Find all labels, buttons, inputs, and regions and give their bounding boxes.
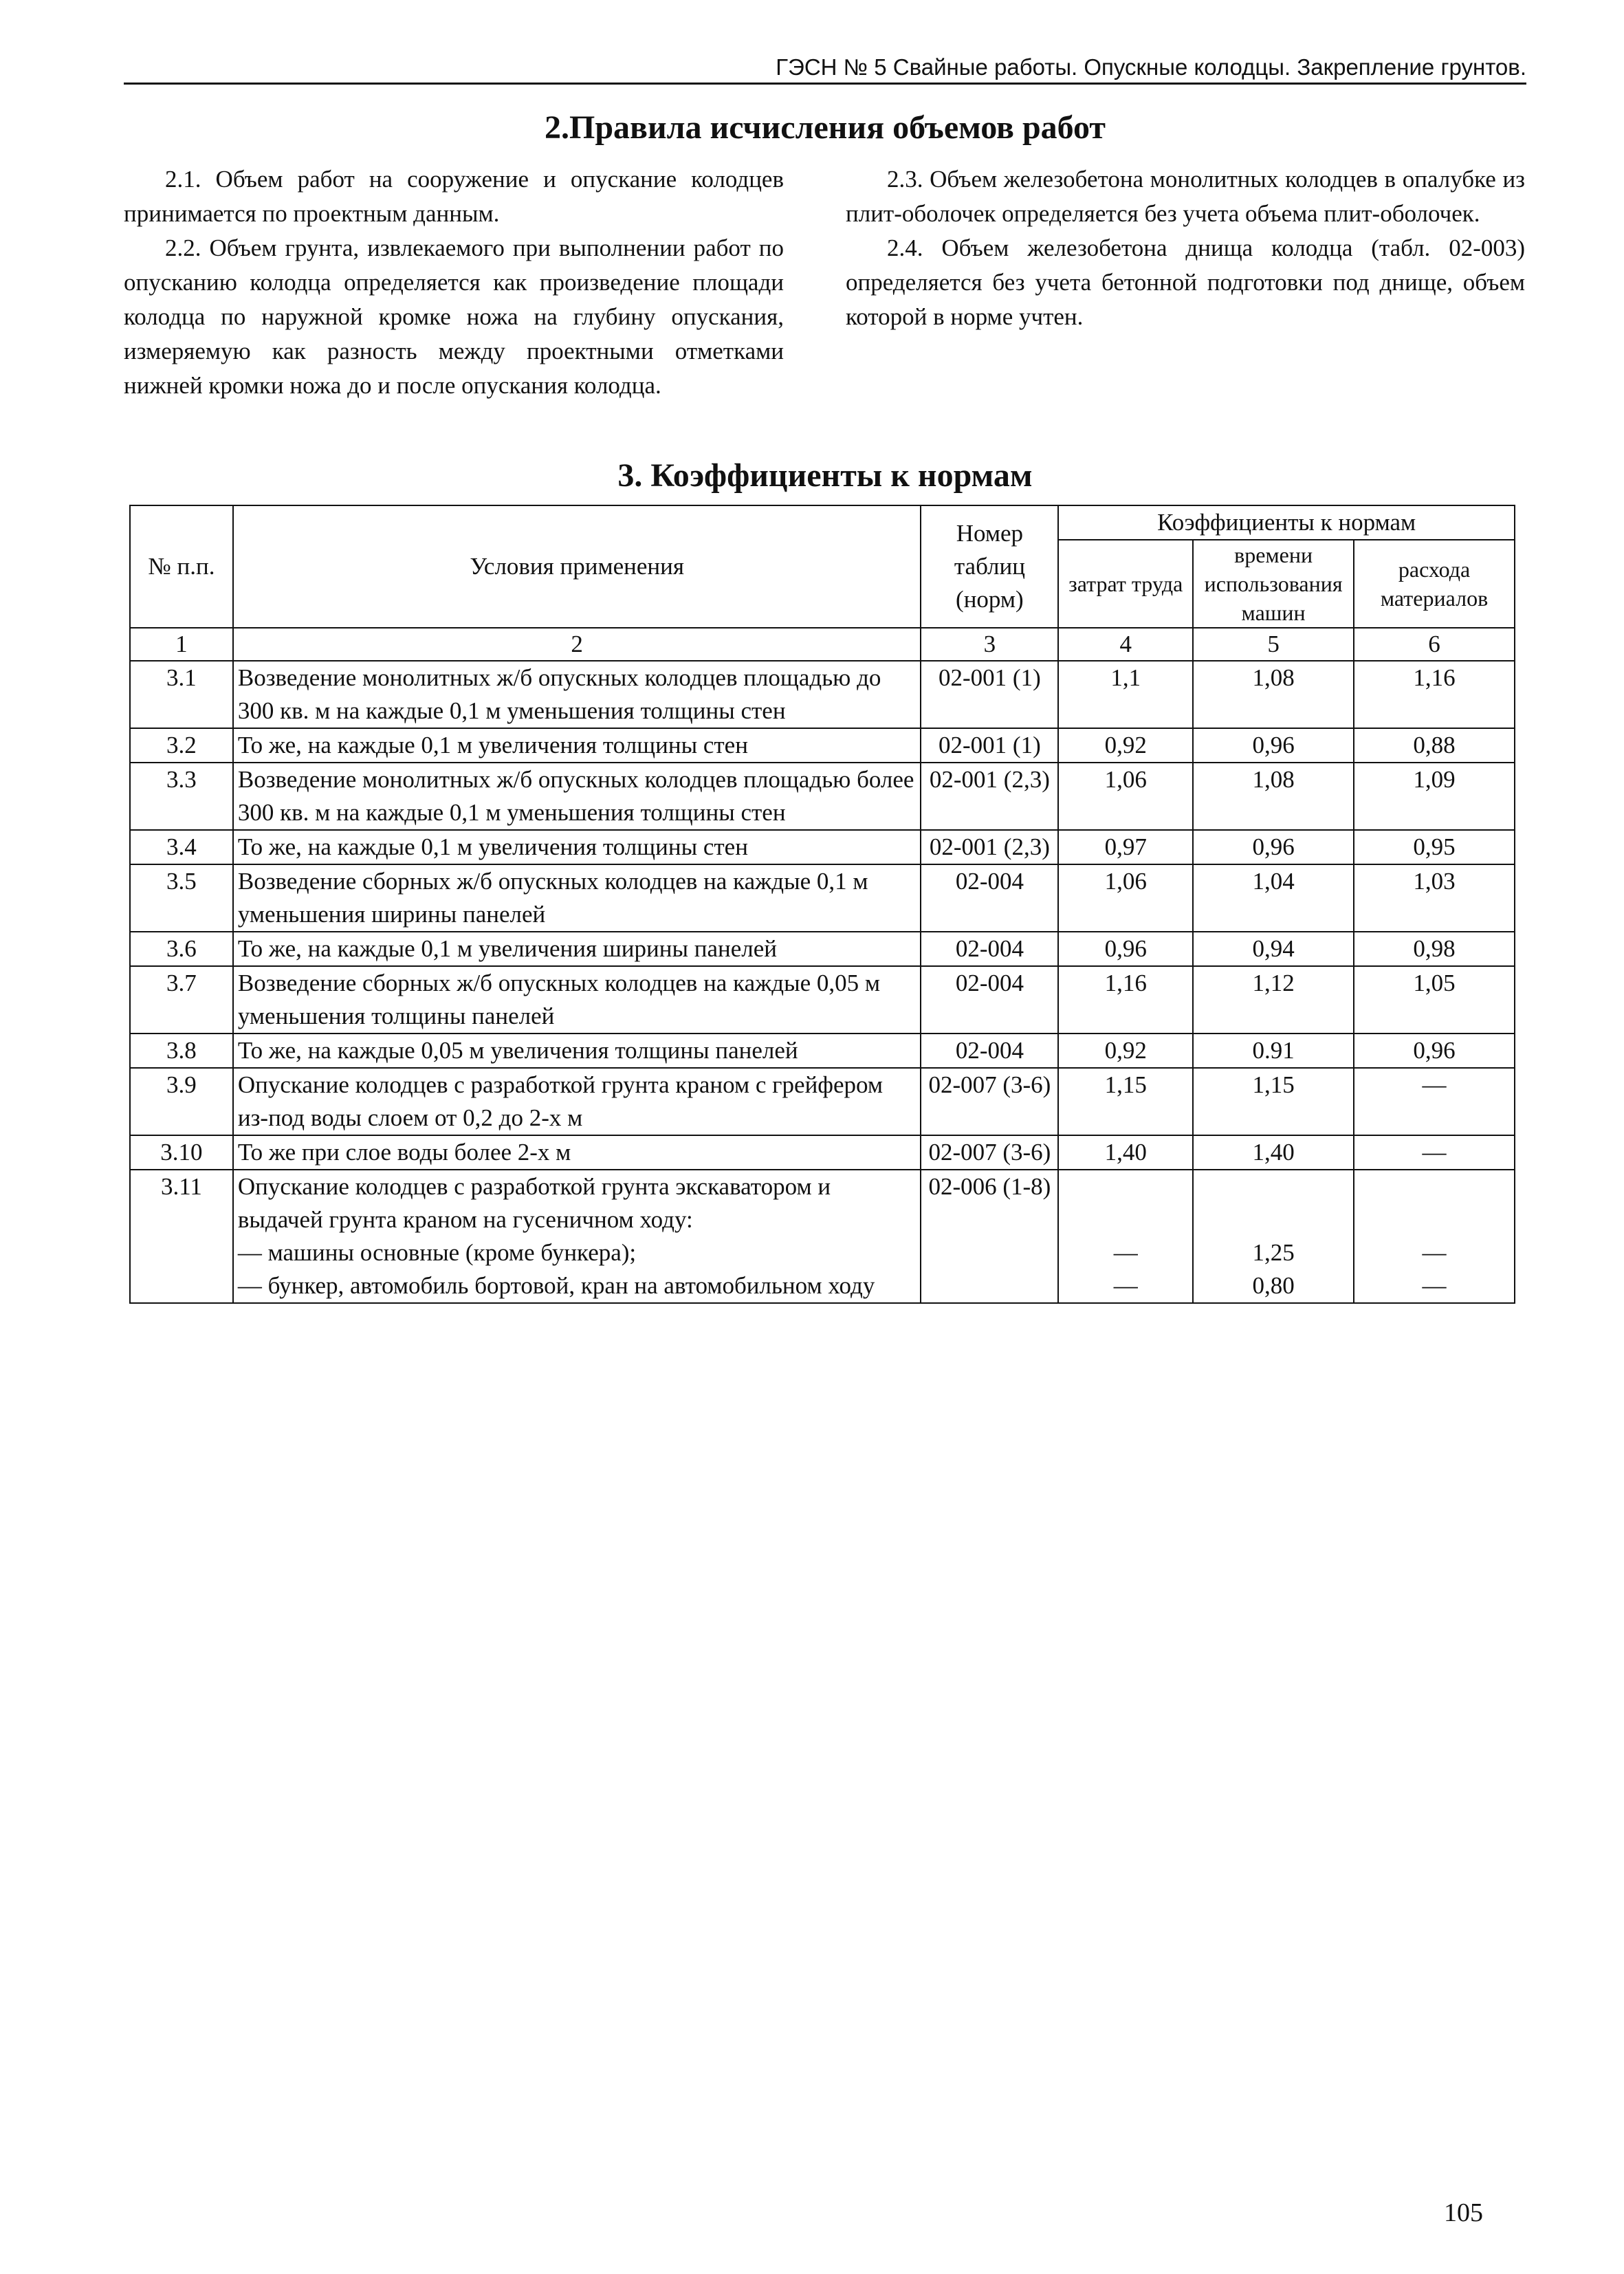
- row-num: 3.7: [130, 966, 233, 1034]
- row-conditions: Возведение сборных ж/б опускных колодцев на каждые 0,1 м уменьшения ширины панелей: [233, 864, 921, 932]
- paragraph-2-4: 2.4. Объем железобетона днища колодца (табл. 02-003) определяется без учета бетонной подготовки под днище, объем которой в норме учтен.: [846, 234, 1525, 330]
- row-num: 3.9: [130, 1068, 233, 1135]
- row-machines: 1,04: [1193, 864, 1354, 932]
- row-materials: 1,09: [1354, 763, 1515, 830]
- header-labor: затрат труда: [1058, 540, 1193, 628]
- table-row: [130, 1034, 1515, 1068]
- row-num: 3.3: [130, 763, 233, 830]
- row-ref: 02-004: [921, 932, 1058, 966]
- row-num: 3.10: [130, 1135, 233, 1170]
- row-conditions: Возведение монолитных ж/б опускных колодцев площадью более 300 кв. м на каждые 0,1 м уменьшения толщины стен: [233, 763, 921, 830]
- row-machines: 1,08: [1193, 763, 1354, 830]
- row-machines: 1,12: [1193, 966, 1354, 1034]
- row-labor: 1,06: [1058, 763, 1193, 830]
- header-coefficients: Коэффициенты к нормам: [1058, 505, 1515, 540]
- row-materials: [1354, 1170, 1515, 1303]
- row-conditions: То же, на каждые 0,1 м увеличения толщины стен: [233, 830, 921, 864]
- row-labor-value: —: [1113, 1239, 1138, 1266]
- table-row: [130, 1135, 1515, 1170]
- row-num: 3.8: [130, 1034, 233, 1068]
- row-labor: 1,40: [1058, 1135, 1193, 1170]
- row-materials: 1,05: [1354, 966, 1515, 1034]
- row-ref: 02-004: [921, 966, 1058, 1034]
- row-materials-value: —: [1422, 1239, 1447, 1266]
- header-machines: времени использования машин: [1193, 540, 1354, 628]
- row-machines: [1193, 1170, 1354, 1303]
- table-row-3-11: [130, 1170, 1515, 1303]
- header-table-ref: Номер таблиц (норм): [921, 505, 1058, 628]
- section-2-title: 2.Правила исчисления объемов работ: [545, 109, 1106, 146]
- row-machines: 1,08: [1193, 661, 1354, 728]
- running-header: ГЭСН № 5 Свайные работы. Опускные колодцы. Закрепление грунтов.: [124, 52, 1526, 85]
- row-num: 3.4: [130, 830, 233, 864]
- column-number: 5: [1193, 628, 1354, 661]
- row-materials: 0,98: [1354, 932, 1515, 966]
- row-machines-value: 1,25: [1252, 1239, 1295, 1266]
- row-num: 3.2: [130, 728, 233, 763]
- row-num: 3.6: [130, 932, 233, 966]
- row-machines: 0,94: [1193, 932, 1354, 966]
- row-materials: —: [1354, 1135, 1515, 1170]
- column-number: 6: [1354, 628, 1515, 661]
- row-labor-value: —: [1113, 1272, 1138, 1299]
- row-labor: [1058, 1170, 1193, 1303]
- row-conditions: То же при слое воды более 2-х м: [233, 1135, 921, 1170]
- row-conditions-line: Опускание колодцев с разработкой грунта экскаватором и выдачей грунта краном на гусеничном ходу:: [237, 1173, 831, 1233]
- row-conditions: [233, 1170, 921, 1303]
- column-number: 2: [233, 628, 921, 661]
- row-num: 3.5: [130, 864, 233, 932]
- row-materials-value: —: [1422, 1272, 1447, 1299]
- section-2-left-column: [124, 162, 784, 403]
- row-machines: 1,15: [1193, 1068, 1354, 1135]
- row-machines: 0,96: [1193, 830, 1354, 864]
- row-labor: 0,92: [1058, 1034, 1193, 1068]
- row-ref: 02-007 (3-6): [921, 1135, 1058, 1170]
- row-machines: 0.91: [1193, 1034, 1354, 1068]
- row-labor: 1,16: [1058, 966, 1193, 1034]
- row-labor: 0,96: [1058, 932, 1193, 966]
- paragraph-2-2: 2.2. Объем грунта, извлекаемого при выполнении работ по опусканию колодца определяется как произведение площади колодца по наружной кромке ножа на глубину опускания, измеряемую как разность между проектными отметками нижней кромки ножа до и после опускания колодца.: [124, 234, 784, 399]
- row-labor: 1,1: [1058, 661, 1193, 728]
- paragraph-2-3: 2.3. Объем железобетона монолитных колодцев в опалубке из плит-оболочек определяется без учета объема плит-оболочек.: [846, 166, 1525, 227]
- row-conditions: То же, на каждые 0,1 м увеличения толщины стен: [233, 728, 921, 763]
- header-materials: расхода материалов: [1354, 540, 1515, 628]
- row-labor: 1,06: [1058, 864, 1193, 932]
- table-row: [130, 763, 1515, 830]
- row-materials: 1,16: [1354, 661, 1515, 728]
- column-number: 4: [1058, 628, 1193, 661]
- row-conditions: Возведение монолитных ж/б опускных колодцев площадью до 300 кв. м на каждые 0,1 м уменьшения толщины стен: [233, 661, 921, 728]
- header-num: № п.п.: [130, 505, 233, 628]
- row-ref: 02-006 (1-8): [921, 1170, 1058, 1303]
- column-number: 1: [130, 628, 233, 661]
- row-machines: 0,96: [1193, 728, 1354, 763]
- row-materials: 0,95: [1354, 830, 1515, 864]
- row-ref: 02-001 (1): [921, 728, 1058, 763]
- row-ref: 02-004: [921, 864, 1058, 932]
- row-labor: 0,97: [1058, 830, 1193, 864]
- row-conditions: Опускание колодцев с разработкой грунта краном с грейфером из-под воды слоем от 0,2 до 2-х м: [233, 1068, 921, 1135]
- coefficients-table: [129, 505, 1515, 1304]
- row-ref: 02-007 (3-6): [921, 1068, 1058, 1135]
- row-num: 3.11: [130, 1170, 233, 1303]
- column-number: 3: [921, 628, 1058, 661]
- table-row: [130, 728, 1515, 763]
- table-row: [130, 1068, 1515, 1135]
- table-row: [130, 966, 1515, 1034]
- row-materials: 0,96: [1354, 1034, 1515, 1068]
- page-number: 105: [1444, 2198, 1483, 2227]
- row-materials: 1,03: [1354, 864, 1515, 932]
- row-conditions-line: — бункер, автомобиль бортовой, кран на автомобильном ходу: [237, 1272, 875, 1299]
- row-ref: 02-001 (2,3): [921, 830, 1058, 864]
- row-machines: 1,40: [1193, 1135, 1354, 1170]
- row-conditions-line: — машины основные (кроме бункера);: [237, 1239, 637, 1266]
- row-conditions: То же, на каждые 0,05 м увеличения толщины панелей: [233, 1034, 921, 1068]
- row-conditions: Возведение сборных ж/б опускных колодцев на каждые 0,05 м уменьшения толщины панелей: [233, 966, 921, 1034]
- row-ref: 02-004: [921, 1034, 1058, 1068]
- row-machines-value: 0,80: [1252, 1272, 1295, 1299]
- header-conditions: Условия применения: [233, 505, 921, 628]
- table-row: [130, 661, 1515, 728]
- paragraph-2-1: 2.1. Объем работ на сооружение и опускание колодцев принимается по проектным данным.: [124, 166, 784, 227]
- table-row: [130, 830, 1515, 864]
- row-labor: 1,15: [1058, 1068, 1193, 1135]
- section-2-right-column: [846, 162, 1525, 334]
- table-row: [130, 932, 1515, 966]
- table-row: [130, 864, 1515, 932]
- row-conditions: То же, на каждые 0,1 м увеличения ширины панелей: [233, 932, 921, 966]
- column-number-row: [130, 628, 1515, 661]
- row-ref: 02-001 (1): [921, 661, 1058, 728]
- row-materials: 0,88: [1354, 728, 1515, 763]
- row-labor: 0,92: [1058, 728, 1193, 763]
- row-materials: —: [1354, 1068, 1515, 1135]
- row-num: 3.1: [130, 661, 233, 728]
- section-3-title: 3. Коэффициенты к нормам: [617, 457, 1033, 494]
- row-ref: 02-001 (2,3): [921, 763, 1058, 830]
